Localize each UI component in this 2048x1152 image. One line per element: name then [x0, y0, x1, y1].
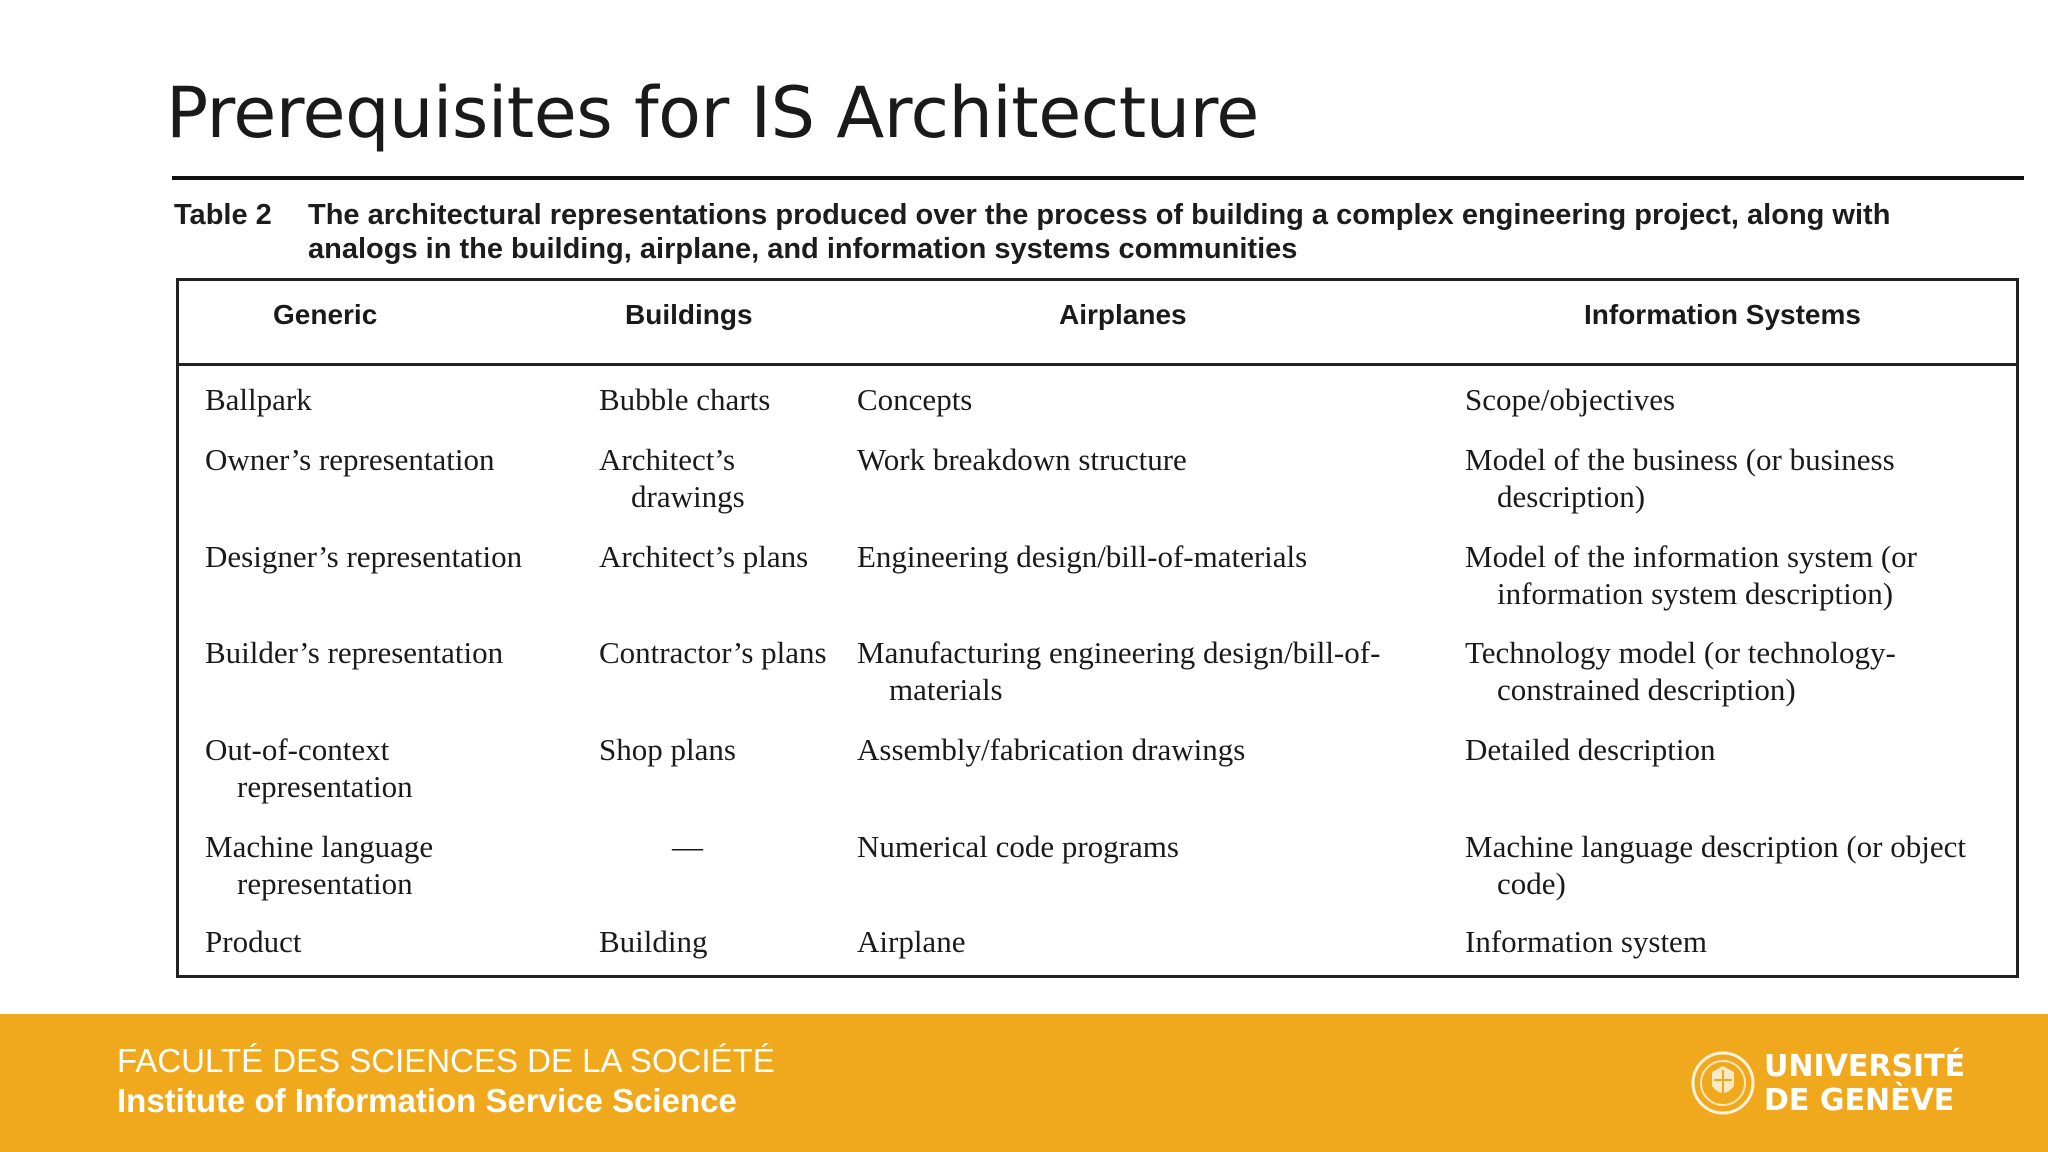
header-airplanes: Airplanes: [1059, 299, 1187, 330]
cell-generic: Owner’s representation: [205, 442, 495, 477]
institute-name: Institute of Information Service Science: [117, 1082, 737, 1119]
cell-information-systems: Model of the business (or business description): [1465, 442, 1895, 514]
cell-buildings: Architect’s plans: [599, 539, 809, 574]
cell-generic: Designer’s representation: [205, 539, 523, 574]
cell-buildings: Bubble charts: [599, 382, 771, 417]
cell-information-systems: Machine language description (or object code): [1465, 829, 1966, 901]
footer-bar: [0, 1014, 2048, 1152]
cell-information-systems: Technology model (or technology-constrained description): [1465, 635, 1896, 707]
cell-airplanes: Concepts: [857, 382, 973, 417]
logo-line-2: DE GENÈVE: [1764, 1083, 1955, 1118]
cell-airplanes: Work breakdown structure: [857, 442, 1187, 477]
cell-generic: Product: [205, 924, 302, 959]
table-label: Table 2: [174, 199, 272, 231]
cell-information-systems: Detailed description: [1465, 732, 1716, 767]
cell-information-systems: Scope/objectives: [1465, 382, 1676, 417]
university-logo-text: [1764, 1050, 1965, 1118]
table-top-rule: [172, 176, 2024, 180]
cell-generic: Out-of-context representation: [205, 732, 413, 804]
cell-buildings: Shop plans: [599, 732, 736, 767]
header-buildings: Buildings: [625, 299, 753, 330]
cell-generic: Builder’s representation: [205, 635, 504, 670]
cell-airplanes: Manufacturing engineering design/bill-of-materials: [857, 635, 1381, 707]
cell-airplanes: Assembly/fabrication drawings: [857, 732, 1246, 767]
cell-buildings: Architect’s drawings: [599, 442, 745, 514]
cell-generic: Machine language representation: [205, 829, 434, 901]
university-logo: [1690, 1046, 1966, 1126]
representations-table: [176, 278, 2019, 978]
cell-information-systems: Information system: [1465, 924, 1707, 959]
header-divider: [179, 363, 2016, 366]
university-seal-icon: [1690, 1050, 1756, 1116]
cell-buildings: Building: [599, 924, 708, 959]
cell-information-systems: Model of the information system (or information system description): [1465, 539, 1917, 611]
faculty-name: FACULTÉ DES SCIENCES DE LA SOCIÉTÉ: [117, 1042, 775, 1079]
cell-buildings: —: [672, 829, 703, 864]
logo-line-1: UNIVERSITÉ: [1764, 1049, 1966, 1084]
slide-title: Prerequisites for IS Architecture: [166, 72, 1259, 154]
cell-airplanes: Airplane: [857, 924, 966, 959]
header-generic: Generic: [273, 299, 378, 330]
header-information-systems: Information Systems: [1584, 299, 1861, 330]
cell-generic: Ballpark: [205, 382, 312, 417]
cell-buildings: Contractor’s plans: [599, 635, 827, 670]
cell-airplanes: Numerical code programs: [857, 829, 1179, 864]
table-caption-text: The architectural representations produced over the process of building a complex engineering project, along with analogs in the building, airplane, and information systems communities: [308, 199, 1891, 265]
cell-airplanes: Engineering design/bill-of-materials: [857, 539, 1308, 574]
